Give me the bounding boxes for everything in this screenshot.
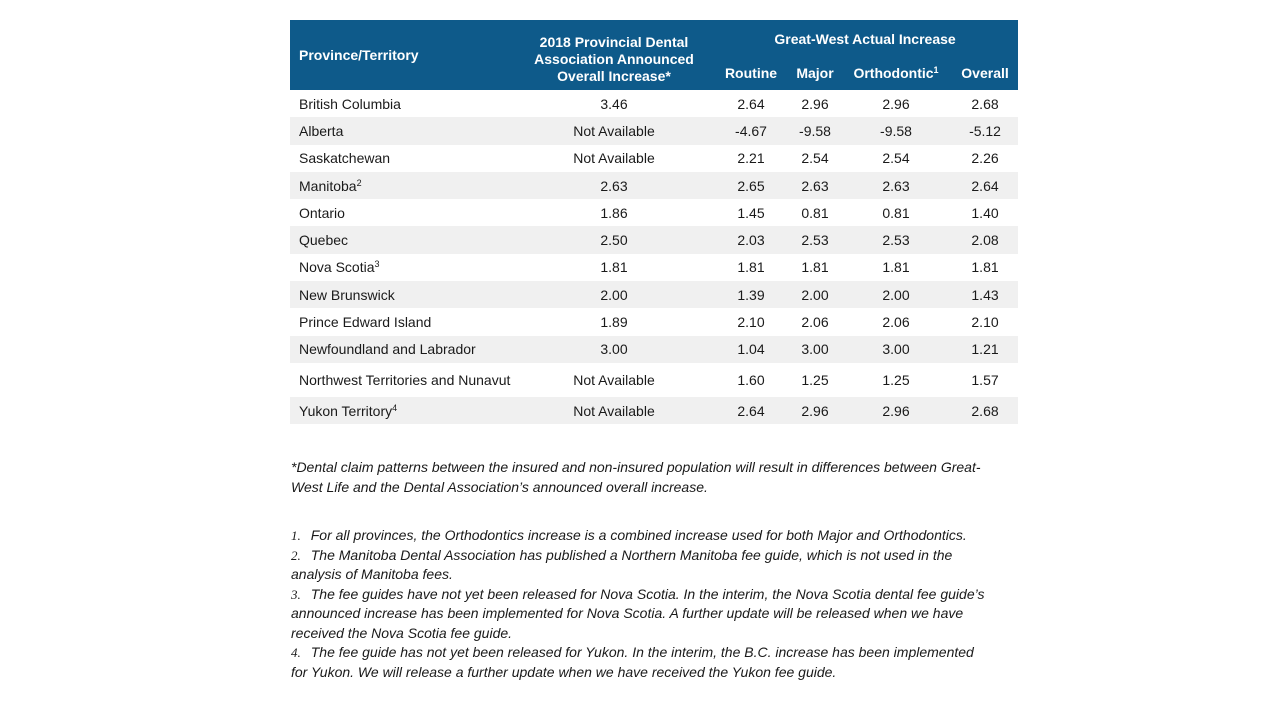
cell-overall: 2.26 xyxy=(971,150,999,167)
province-name: Manitoba xyxy=(299,177,357,194)
fee-increase-table-container xyxy=(290,20,1018,424)
cell-major: 2.96 xyxy=(790,397,840,424)
cell-province xyxy=(290,145,516,172)
province-name: Saskatchewan xyxy=(299,150,391,167)
cell-routine: 2.10 xyxy=(737,314,765,331)
province-name: Ontario xyxy=(299,204,345,221)
header-great-west-group: Great-West Actual Increase xyxy=(712,20,1018,56)
footnote-text: The Manitoba Dental Association has published a Northern Manitoba fee guide, which is not used in the analysis of Manitoba fees. xyxy=(291,546,953,582)
header-overall: Overall xyxy=(952,56,1018,90)
province-footnote-mark: 3 xyxy=(374,259,380,270)
footnotes xyxy=(291,526,991,682)
cell-overall: -5.12 xyxy=(952,117,1018,144)
province-footnote-mark: 2 xyxy=(356,177,362,188)
table-row xyxy=(290,254,1018,281)
footnote-number: 2. xyxy=(291,547,301,563)
table-row xyxy=(290,397,1018,424)
cell-province xyxy=(290,308,516,335)
footnote-item xyxy=(291,546,991,585)
cell-major: 3.00 xyxy=(790,336,840,363)
cell-overall: 2.08 xyxy=(952,226,1018,253)
cell-province xyxy=(290,90,516,117)
cell-province xyxy=(290,363,516,397)
cell-major: -9.58 xyxy=(790,117,840,144)
cell-major: 1.25 xyxy=(801,371,829,388)
cell-routine: 1.60 xyxy=(737,371,765,388)
header-orthodontic-footnote-mark: 1 xyxy=(933,65,939,75)
cell-routine: 2.03 xyxy=(712,226,790,253)
footnote-text: For all provinces, the Orthodontics increase is a combined increase used for both Major and Orthodontics. xyxy=(310,527,967,543)
cell-dental-increase: 2.63 xyxy=(516,172,712,199)
cell-dental-increase: 1.81 xyxy=(600,259,628,276)
table-row xyxy=(290,90,1018,117)
cell-routine: 1.04 xyxy=(712,336,790,363)
cell-dental-increase: 2.50 xyxy=(516,226,712,253)
table-row xyxy=(290,199,1018,226)
footnote-item xyxy=(291,526,991,546)
cell-province xyxy=(290,199,516,226)
header-major: Major xyxy=(790,56,840,90)
cell-province xyxy=(290,117,516,144)
table-row xyxy=(290,172,1018,199)
cell-orthodontic: 2.63 xyxy=(840,172,952,199)
cell-dental-increase: Not Available xyxy=(573,150,655,167)
footnote-number: 4. xyxy=(291,645,301,660)
province-name: Northwest Territories and Nunavut xyxy=(299,371,511,388)
cell-dental-increase: 3.46 xyxy=(600,95,628,112)
footnote-text: The fee guide has not yet been released for Yukon. In the interim, the B.C. increase has been implemented for Yukon. We will release a further update when we have received the Yukon fee guide. xyxy=(291,644,974,680)
footnote-item xyxy=(291,643,991,682)
table-row xyxy=(290,117,1018,144)
cell-province xyxy=(290,336,516,363)
cell-overall: 2.10 xyxy=(971,314,999,331)
cell-major: 1.81 xyxy=(801,259,829,276)
cell-routine: 1.81 xyxy=(737,259,765,276)
cell-major: 2.63 xyxy=(790,172,840,199)
cell-overall: 1.43 xyxy=(952,281,1018,308)
cell-overall: 1.40 xyxy=(971,204,999,221)
cell-province xyxy=(290,397,516,424)
header-province: Province/Territory xyxy=(290,20,516,90)
cell-dental-increase: 2.00 xyxy=(516,281,712,308)
cell-major: 2.53 xyxy=(790,226,840,253)
table-row xyxy=(290,308,1018,335)
table-row xyxy=(290,281,1018,308)
header-orthodontic-label: Orthodontic xyxy=(853,65,934,81)
province-footnote-mark: 4 xyxy=(392,402,398,413)
footnote-text: The fee guides have not yet been released for Nova Scotia. In the interim, the Nova Scotia dental fee guide’s announced increase has been implemented for Nova Scotia. A further update will be released when we have received the Nova Scotia fee guide. xyxy=(291,585,985,641)
cell-orthodontic: 2.53 xyxy=(840,226,952,253)
cell-routine: 2.21 xyxy=(737,150,765,167)
cell-major: 2.96 xyxy=(801,95,829,112)
asterisk-note: *Dental claim patterns between the insured and non-insured population will result in differences between Great-West Life and the Dental Association’s announced overall increase. xyxy=(291,459,981,495)
cell-routine: 1.45 xyxy=(737,204,765,221)
cell-orthodontic: 3.00 xyxy=(840,336,952,363)
cell-orthodontic: 2.06 xyxy=(882,314,910,331)
footnote-number: 3. xyxy=(291,586,301,602)
table-row xyxy=(290,226,1018,253)
province-name: British Columbia xyxy=(299,95,401,112)
cell-orthodontic: 2.96 xyxy=(840,397,952,424)
cell-orthodontic: 2.96 xyxy=(882,95,910,112)
cell-routine: 2.64 xyxy=(737,95,765,112)
cell-orthodontic: -9.58 xyxy=(840,117,952,144)
province-name: New Brunswick xyxy=(299,286,395,303)
fee-increase-table xyxy=(290,20,1018,424)
cell-orthodontic: 2.54 xyxy=(882,150,910,167)
cell-overall: 2.68 xyxy=(971,95,999,112)
header-dental-association: 2018 Provincial Dental Association Announced Overall Increase* xyxy=(516,20,712,90)
cell-province xyxy=(290,226,516,253)
province-name: Prince Edward Island xyxy=(299,314,432,331)
cell-province xyxy=(290,254,516,281)
cell-orthodontic: 2.00 xyxy=(840,281,952,308)
cell-major: 2.06 xyxy=(801,314,829,331)
cell-dental-increase: 1.86 xyxy=(600,204,628,221)
cell-dental-increase: Not Available xyxy=(516,397,712,424)
province-name: Quebec xyxy=(299,232,349,249)
cell-overall: 1.57 xyxy=(971,371,999,388)
cell-overall: 1.81 xyxy=(971,259,999,276)
cell-routine: 2.64 xyxy=(712,397,790,424)
cell-orthodontic: 1.25 xyxy=(882,371,910,388)
table-header xyxy=(290,20,1018,90)
cell-orthodontic: 0.81 xyxy=(882,204,910,221)
header-orthodontic xyxy=(840,56,952,90)
cell-major: 2.54 xyxy=(801,150,829,167)
cell-routine: 1.39 xyxy=(712,281,790,308)
cell-routine: 2.65 xyxy=(712,172,790,199)
header-routine: Routine xyxy=(712,56,790,90)
province-name: Nova Scotia xyxy=(299,259,375,276)
table-row xyxy=(290,145,1018,172)
cell-province xyxy=(290,172,516,199)
cell-dental-increase: Not Available xyxy=(573,371,655,388)
table-row xyxy=(290,363,1018,397)
province-name: Newfoundland and Labrador xyxy=(299,341,476,358)
cell-overall: 2.64 xyxy=(952,172,1018,199)
table-row xyxy=(290,336,1018,363)
footnote-item xyxy=(291,585,991,644)
cell-major: 0.81 xyxy=(801,204,829,221)
footnote-number: 1. xyxy=(291,528,301,543)
cell-major: 2.00 xyxy=(790,281,840,308)
table-body xyxy=(290,90,1018,424)
cell-dental-increase: 3.00 xyxy=(516,336,712,363)
cell-routine: -4.67 xyxy=(712,117,790,144)
cell-province xyxy=(290,281,516,308)
cell-overall: 1.21 xyxy=(952,336,1018,363)
province-name: Yukon Territory xyxy=(299,402,393,419)
cell-dental-increase: 1.89 xyxy=(600,314,628,331)
cell-orthodontic: 1.81 xyxy=(882,259,910,276)
cell-dental-increase: Not Available xyxy=(516,117,712,144)
cell-overall: 2.68 xyxy=(952,397,1018,424)
province-name: Alberta xyxy=(299,122,344,139)
